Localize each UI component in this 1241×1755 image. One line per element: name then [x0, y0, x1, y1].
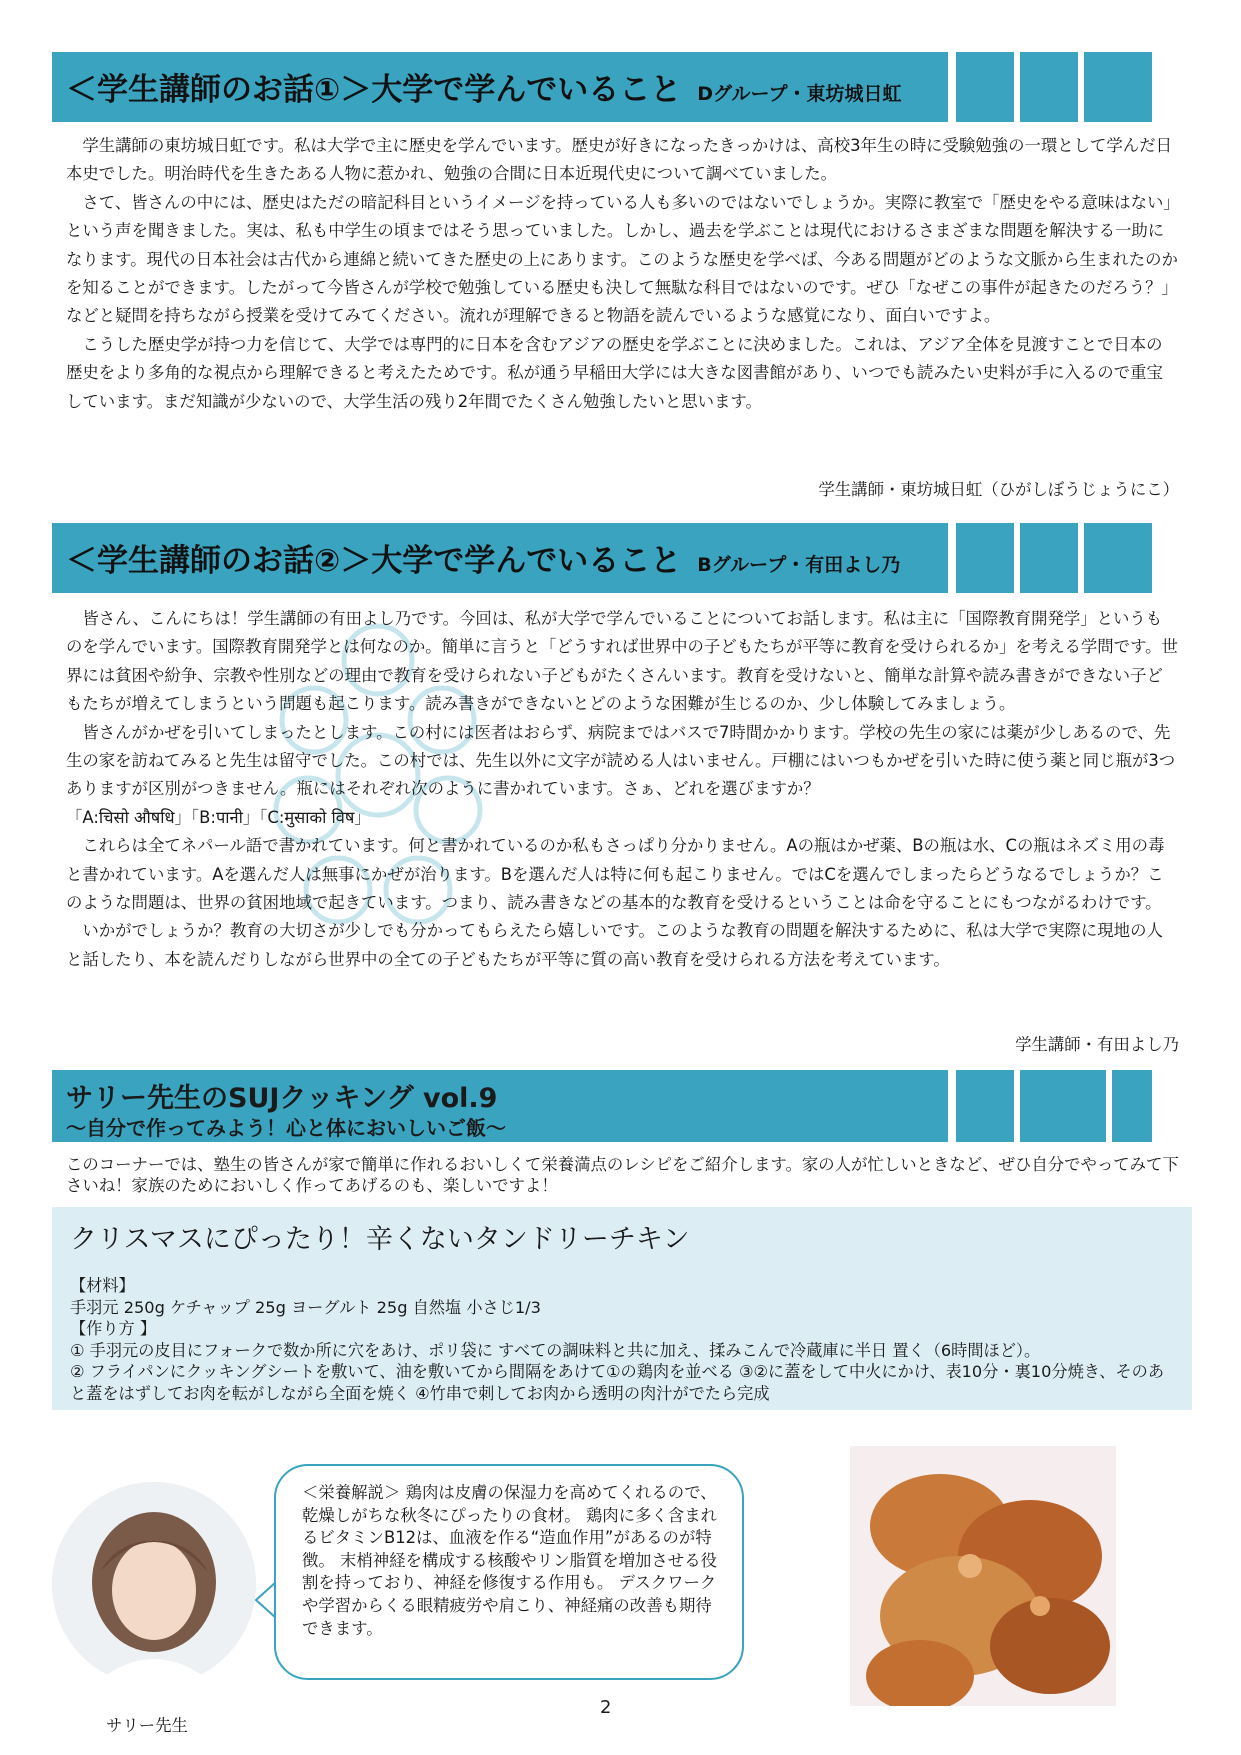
recipe-title: クリスマスにぴったり！辛くないタンドリーチキン [70, 1224, 690, 1255]
tandoori-chicken-photo [850, 1446, 1116, 1706]
header-square [1020, 1070, 1106, 1142]
paragraph: 学生講師の東坊城日虹です。私は大学で主に歴史を学んでいます。歴史が好きになったきっかけは、高校3年生の時に受験勉強の一環として学んだ日本史でした。明治時代を生きたある人物に惹かれ、勉強の合間に日本近現代史について調べていました。 [66, 136, 1172, 184]
paragraph: いかがでしょうか？教育の大切さが少しでも分かってもらえたら嬉しいです。このような教育の問題を解決するために、私は大学で実際に現地の人と話したり、本を読んだりしながら世界中の全ての子どもたちが平等に質の高い教育を受けられる方法を考えています。 [66, 921, 1163, 969]
recipe-body [70, 1275, 1180, 1404]
section1-title: ＜学生講師のお話①＞大学で学んでいること Dグループ・東坊城日虹 [66, 72, 902, 108]
section2-byline: Bグループ・有田よし乃 [697, 554, 901, 576]
ingredients-label: 【材料】 [70, 1276, 135, 1295]
header-square [956, 52, 1014, 122]
header-square [1020, 523, 1078, 593]
nutrition-text: ＜栄養解説＞ 鶏肉は皮膚の保湿力を高めてくれるので、乾燥しがちな秋冬にぴったりの食材。 鶏肉に多く含まれるビタミンB12は、血液を作る“造血作用”があるのが特徴。 末梢神経を構成する核酸やリン脂質を増加させる役割を持っており、神経を修復する作用も。 デスクワークや学習からくる眼精疲労や肩こり、神経痛の改善も期待できます。 [302, 1483, 717, 1638]
section1-header [52, 52, 1192, 122]
header-square [956, 1070, 1014, 1142]
section1-body [66, 132, 1178, 416]
section2-header [52, 523, 1192, 593]
nutrition-bubble [274, 1464, 744, 1680]
ingredients: 手羽元 250g ケチャップ 25g ヨーグルト 25g 自然塩 小さじ1/3 [70, 1297, 541, 1317]
steps-label: 【作り方 】 [70, 1319, 157, 1338]
cooking-title: サリー先生のSUJクッキング vol.9 [66, 1083, 498, 1114]
step: ② フライパンにクッキングシートを敷いて、油を敷いてから間隔をあけて①の鶏肉を並べる ③②に蓋をして中火にかけ、表10分・裏10分焼き、そのあと蓋をはずしてお肉を転がしながら全面を焼く ④竹串で刺してお肉から透明の肉汁がでたら完成 [70, 1362, 1165, 1403]
section2-body [66, 605, 1178, 974]
section2-signature: 学生講師・有田よし乃 [1015, 1035, 1179, 1054]
cooking-header [52, 1070, 948, 1142]
header-square [1084, 523, 1152, 593]
section1-signature: 学生講師・東坊城日虹（ひがしぼうじょうにこ） [818, 480, 1179, 499]
cooking-subtitle: ～自分で作ってみよう！心と体においしいご飯～ [66, 1116, 506, 1140]
header-square [1020, 52, 1078, 122]
header-square [1084, 52, 1152, 122]
paragraph: こうした歴史学が持つ力を信じて、大学では専門的に日本を含むアジアの歴史を学ぶことに決めました。これは、アジア全体を見渡すことで日本の歴史をより多角的な視点から理解できると考えたためです。私が通う早稲田大学には大きな図書館があり、いつでも読みたい史料が手に入るので重宝しています。まだ知識が少ないので、大学生活の残り2年間でたくさん勉強したいと思います。 [66, 334, 1163, 411]
header-square [956, 523, 1014, 593]
header-square [1112, 1070, 1152, 1142]
nepali-labels: 「A:चिसो औषधि」「B:पानी」「C:मुसाको विष」 [66, 807, 371, 827]
paragraph: さて、皆さんの中には、歴史はただの暗記科目というイメージを持っている人も多いのではないでしょうか。実際に教室で「歴史をやる意味はない」という声を聞きました。実は、私も中学生の頃まではそう思っていました。しかし、過去を学ぶことは現代におけるさまざまな問題を解決する一助になります。現代の日本社会は古代から連綿と続いてきた歴史の上にあります。このような歴史を学べば、今ある問題がどのような文脈から生まれたのかを知ることができます。したがって今皆さんが学校で勉強している歴史も決して無駄な科目ではないのです。ぜひ「なぜこの事件が起きたのだろう？」などと疑問を持ちながら授業を受けてみてください。流れが理解できると物語を読んでいるような感覚になり、面白いですよ。 [66, 192, 1178, 326]
teacher-name: サリー先生 [106, 1716, 188, 1735]
paragraph: 皆さんがかぜを引いてしまったとします。この村には医者はおらず、病院まではバスで7時間かかります。学校の先生の家には薬が少しあるので、先生の家を訪ねてみると先生は留守でした。この村では、先生以外に文字が読める人はいません。戸棚にはいつもかぜを引いた時に使う薬と同じ瓶が3つありますが区別がつきません。瓶にはそれぞれ次のように書かれています。さぁ、どれを選びますか？ [66, 722, 1176, 799]
page-number: 2 [600, 1697, 612, 1718]
step: ① 手羽元の皮目にフォークで数か所に穴をあけ、ポリ袋に すべての調味料と共に加え、揉みこんで冷蔵庫に半日 置く（6時間ほど）。 [70, 1340, 1041, 1360]
paragraph: 皆さん、こんにちは！学生講師の有田よし乃です。今回は、私が大学で学んでいることについてお話します。私は主に「国際教育開発学」というものを学んでいます。国際教育開発学とは何なのか。簡単に言うと「どうすれば世界中の子どもたちが平等に教育を受けられるか」を考える学問です。世界には貧困や紛争、宗教や性別などの理由で教育を受けられない子どもがたくさんいます。教育を受けないと、簡単な計算や読み書きができない子どもたちが増えてしまうという問題も起こります。読み書きができないとどのような困難が生じるのか、少し体験してみましょう。 [66, 609, 1178, 714]
recipe-box [52, 1207, 1192, 1410]
teacher-photo [52, 1482, 256, 1686]
section2-title: ＜学生講師のお話②＞大学で学んでいること Bグループ・有田よし乃 [66, 543, 901, 579]
section1-byline: Dグループ・東坊城日虹 [697, 83, 902, 105]
paragraph: これらは全てネパール語で書かれています。何と書かれているのか私もさっぱり分かりません。Aの瓶はかぜ薬、Bの瓶は水、Cの瓶はネズミ用の毒と書かれています。Aを選んだ人は無事にかぜが治ります。Bを選んだ人は特に何も起こりません。ではCを選んでしまったらどうなるでしょうか？このような問題は、世界の貧困地域で起きています。つまり、読み書きなどの基本的な教育を受けるということは命を守ることにもつながるわけです。 [66, 836, 1165, 913]
cooking-intro: このコーナーでは、塾生の皆さんが家で簡単に作れるおいしくて栄養満点のレシピをご紹介します。家の人が忙しいときなど、ぜひ自分でやってみて下さいね！家族のためにおいしく作ってあげるのも、楽しいですよ！ [66, 1155, 1179, 1195]
